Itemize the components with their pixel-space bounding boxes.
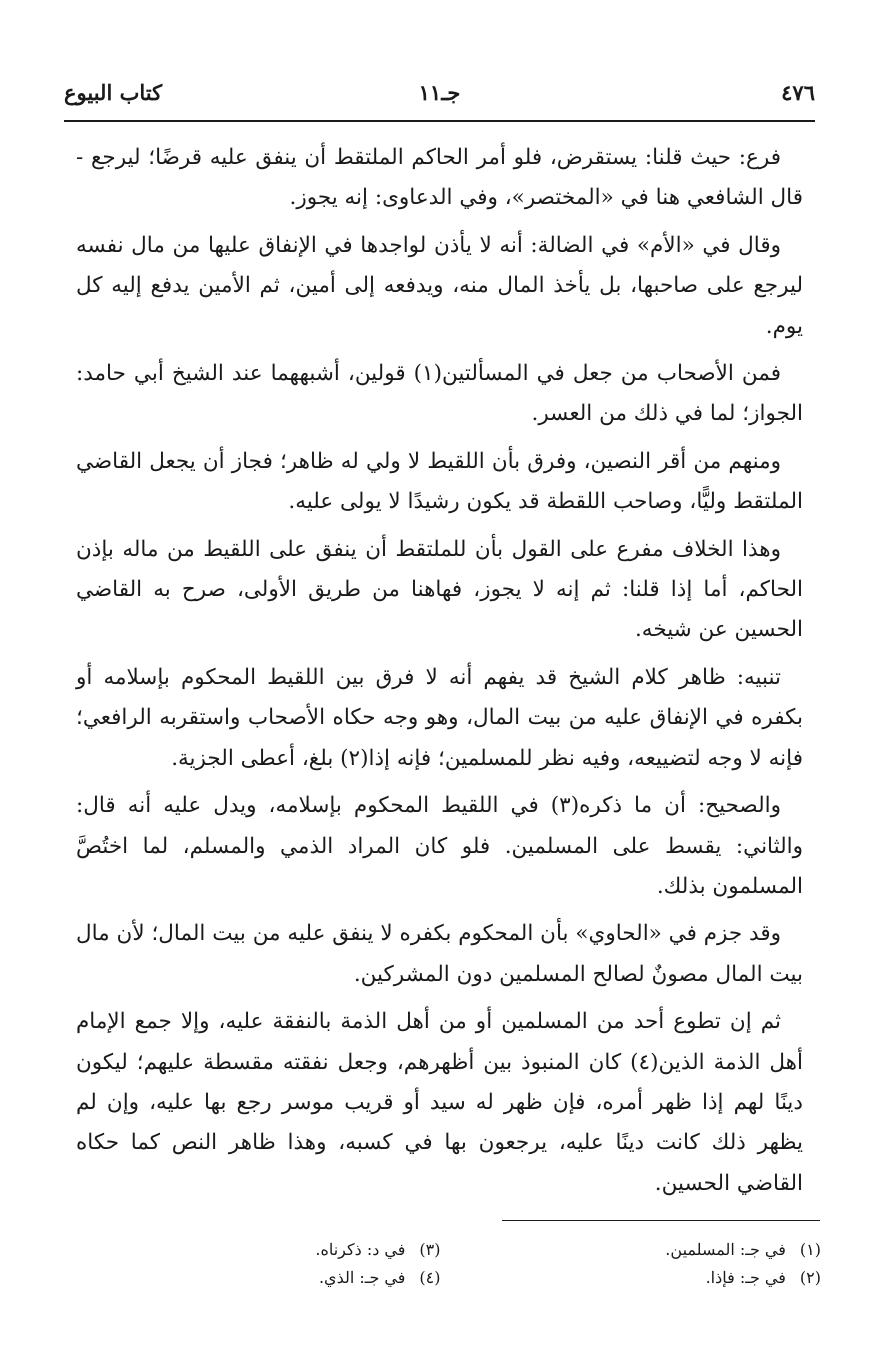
footnote-text: في جـ: المسلمين. <box>665 1240 786 1259</box>
paragraph: والصحيح: أن ما ذكره(٣) في اللقيط المحكوم بإسلامه، ويدل عليه أنه قال: والثاني: يقسط على المسلمين. فلو كان المراد الذمي والمسلم، لما اختُصَّ المسلمون بذلك. <box>76 793 803 899</box>
footnotes-left-column <box>60 1236 441 1292</box>
paragraph: فمن الأصحاب من جعل في المسألتين(١) قولين، أشبههما عند الشيخ أبي حامد: الجواز؛ لما في ذلك من العسر. <box>76 361 803 427</box>
footnote-number: (٣) <box>419 1240 441 1259</box>
paragraph: وهذا الخلاف مفرع على القول بأن للملتقط أن ينفق على اللقيط من ماله بإذن الحاكم، أما إذا قلنا: ثم إنه لا يجوز، فهاهنا من طريق الأولى، صرح به القاضي الحسين عن شيخه. <box>76 536 803 643</box>
header-divider <box>64 120 815 122</box>
footnotes <box>60 1236 821 1292</box>
paragraph: وقال في «الأم» في الضالة: أنه لا يأذن لواجدها في الإنفاق عليها من مال نفسه ليرجع على صاحبها، بل يأخذ المال منه، ويدفعه إلى أمين، ثم الأمين يدفع إليه كل يوم. <box>76 232 803 339</box>
main-text <box>76 138 803 1211</box>
footnotes-right-column <box>441 1236 822 1292</box>
paragraph: فرع: حيث قلنا: يستقرض، فلو أمر الحاكم الملتقط أن ينفق عليه قرضًا؛ ليرجع - قال الشافعي هنا في «المختصر»، وفي الدعاوى: إنه يجوز. <box>76 145 803 211</box>
paragraph: ثم إن تطوع أحد من المسلمين أو من أهل الذمة بالنفقة عليه، وإلا جمع الإمام أهل الذمة الذين(٤) كان المنبوذ بين أظهرهم، وجعل نفقته مقسطة عليهم؛ ليكون دينًا لهم إذا ظهر أمره، فإن ظهر له سيد أو قريب موسر رجع بها عليه، وإن لم يظهر ذلك كانت دينًا عليه، يرجعون بها في كسبه، وهذا ظاهر النص كما حكاه القاضي الحسين. <box>76 1009 803 1196</box>
book-title: كتاب البيوع <box>64 79 163 105</box>
footnote-number: (٢) <box>799 1268 821 1287</box>
footnote <box>441 1236 822 1264</box>
paragraph: تنبيه: ظاهر كلام الشيخ قد يفهم أنه لا فرق بين اللقيط المحكوم بإسلامه أو بكفره في الإنفاق عليه من بيت المال، وهو وجه حكاه الأصحاب واستقربه الرافعي؛ فإنه لا وجه لتضييعه، وفيه نظر للمسلمين؛ فإنه إذا(٢) بلغ، أعطى الجزية. <box>76 664 803 771</box>
footnote-number: (٤) <box>419 1268 441 1287</box>
footnote-text: في جـ: الذي. <box>318 1268 406 1287</box>
footnote-divider <box>502 1220 820 1221</box>
footnote-number: (١) <box>799 1240 821 1259</box>
volume-number: جـ١١ <box>418 79 461 105</box>
footnote <box>60 1264 441 1292</box>
footnote-text: في جـ: فإذا. <box>705 1268 786 1287</box>
page-number: ٤٧٦ <box>781 79 815 105</box>
footnote <box>441 1264 822 1292</box>
footnote <box>60 1236 441 1264</box>
footnote-text: في د: ذكرناه. <box>315 1240 406 1259</box>
paragraph: وقد جزم في «الحاوي» بأن المحكوم بكفره لا ينفق عليه من بيت المال؛ لأن مال بيت المال مصونٌ لصالح المسلمين دون المشركين. <box>76 921 803 987</box>
page-header <box>64 72 815 112</box>
paragraph: ومنهم من أقر النصين، وفرق بأن اللقيط لا ولي له ظاهر؛ فجاز أن يجعل القاضي الملتقط وليًّا، وصاحب اللقطة قد يكون رشيدًا لا يولى عليه. <box>76 448 803 515</box>
